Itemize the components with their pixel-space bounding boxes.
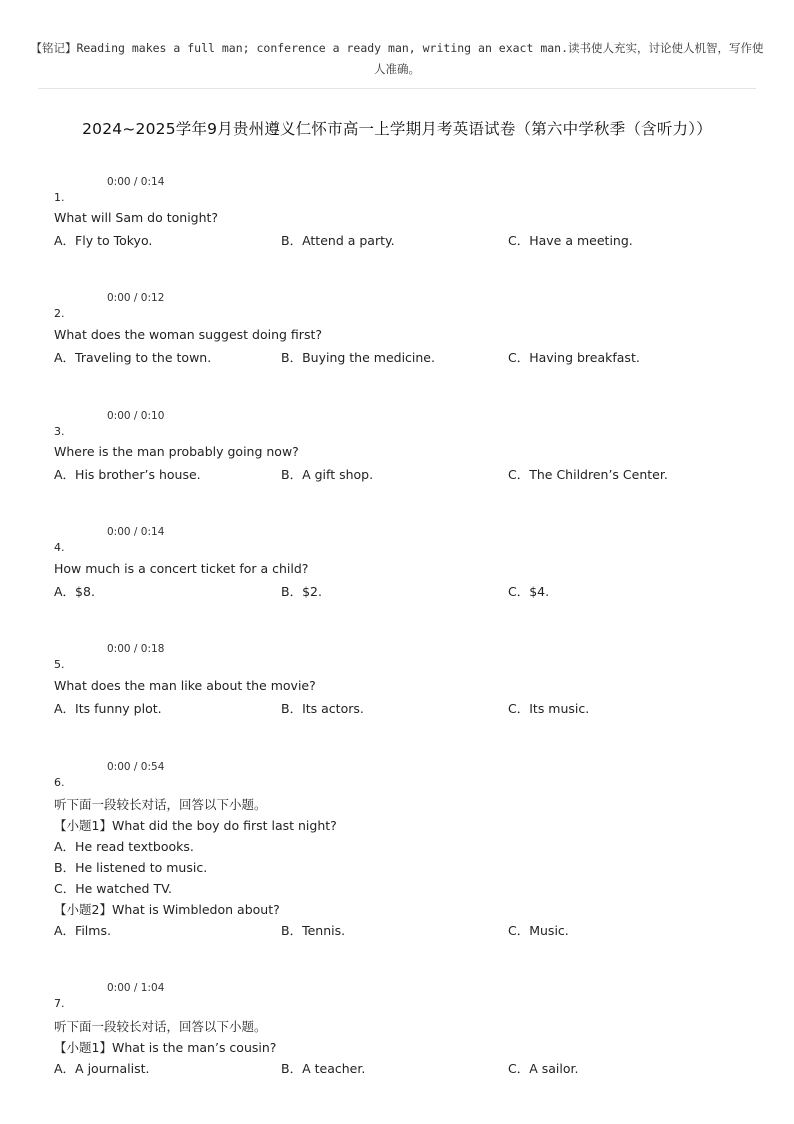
- option-a: A．Fly to Tokyo.: [54, 233, 153, 248]
- sub-question-1-option-a: A．He read textbooks.: [54, 839, 194, 854]
- sub-question-2-option-b: B．Tennis.: [281, 923, 346, 938]
- option-a: A．$8.: [54, 584, 95, 599]
- sub-question-1-option-a: A．A journalist.: [54, 1061, 150, 1076]
- sub-question-1-option-c: C．He watched TV.: [54, 881, 173, 896]
- option-c: C．$4.: [508, 584, 550, 599]
- question-number: 4.: [54, 541, 65, 554]
- option-c: C．Have a meeting.: [508, 233, 633, 248]
- option-b: B．Attend a party.: [281, 233, 395, 248]
- option-a: A．Its funny plot.: [54, 701, 162, 716]
- sub-question-2-option-c: C．Music.: [508, 923, 569, 938]
- audio-player-time[interactable]: 0:00 / 0:14: [107, 526, 165, 538]
- sub-question-2-option-a: A．Films.: [54, 923, 111, 938]
- audio-player-time[interactable]: 0:00 / 1:04: [107, 982, 165, 994]
- question-number: 3.: [54, 425, 65, 438]
- option-a: A．Traveling to the town.: [54, 350, 212, 365]
- question-stem: What will Sam do tonight?: [54, 210, 219, 225]
- audio-player-time[interactable]: 0:00 / 0:18: [107, 643, 165, 655]
- audio-player-time[interactable]: 0:00 / 0:12: [107, 292, 165, 304]
- header-divider: [38, 88, 756, 89]
- question-number: 5.: [54, 658, 65, 671]
- question-instruction: 听下面一段较长对话，回答以下小题。: [54, 1019, 267, 1034]
- question-stem: How much is a concert ticket for a child?: [54, 561, 309, 576]
- question-instruction: 听下面一段较长对话，回答以下小题。: [54, 797, 267, 812]
- option-c: C．Having breakfast.: [508, 350, 640, 365]
- motto-header: 【铭记】Reading makes a full man; conference a ready man, writing an exact man.读书使人充实，讨论使人机智，写作使人准确。: [30, 41, 764, 76]
- question-stem: What does the man like about the movie?: [54, 678, 316, 693]
- question-number: 1.: [54, 191, 65, 204]
- audio-player-time[interactable]: 0:00 / 0:54: [107, 761, 165, 773]
- option-b: B．A gift shop.: [281, 467, 374, 482]
- option-b: B．Buying the medicine.: [281, 350, 435, 365]
- option-c: C．Its music.: [508, 701, 590, 716]
- question-stem: What does the woman suggest doing first?: [54, 327, 322, 342]
- option-b: B．Its actors.: [281, 701, 364, 716]
- sub-question-1-option-b: B．He listened to music.: [54, 860, 208, 875]
- sub-question-2-stem: 【小题2】What is Wimbledon about?: [54, 902, 280, 917]
- sub-question-1-stem: 【小题1】What did the boy do first last night?: [54, 818, 337, 833]
- audio-player-time[interactable]: 0:00 / 0:14: [107, 176, 165, 188]
- question-number: 6.: [54, 776, 65, 789]
- sub-question-1-stem: 【小题1】What is the man’s cousin?: [54, 1040, 277, 1055]
- question-number: 7.: [54, 997, 65, 1010]
- sub-question-1-option-b: B．A teacher.: [281, 1061, 366, 1076]
- page-title: 2024~2025学年9月贵州遵义仁怀市高一上学期月考英语试卷（第六中学秋季（含听力））: [82, 120, 712, 138]
- sub-question-1-option-c: C．A sailor.: [508, 1061, 579, 1076]
- question-stem: Where is the man probably going now?: [54, 444, 299, 459]
- option-b: B．$2.: [281, 584, 322, 599]
- option-c: C．The Children’s Center.: [508, 467, 668, 482]
- audio-player-time[interactable]: 0:00 / 0:10: [107, 410, 165, 422]
- option-a: A．His brother’s house.: [54, 467, 201, 482]
- question-number: 2.: [54, 307, 65, 320]
